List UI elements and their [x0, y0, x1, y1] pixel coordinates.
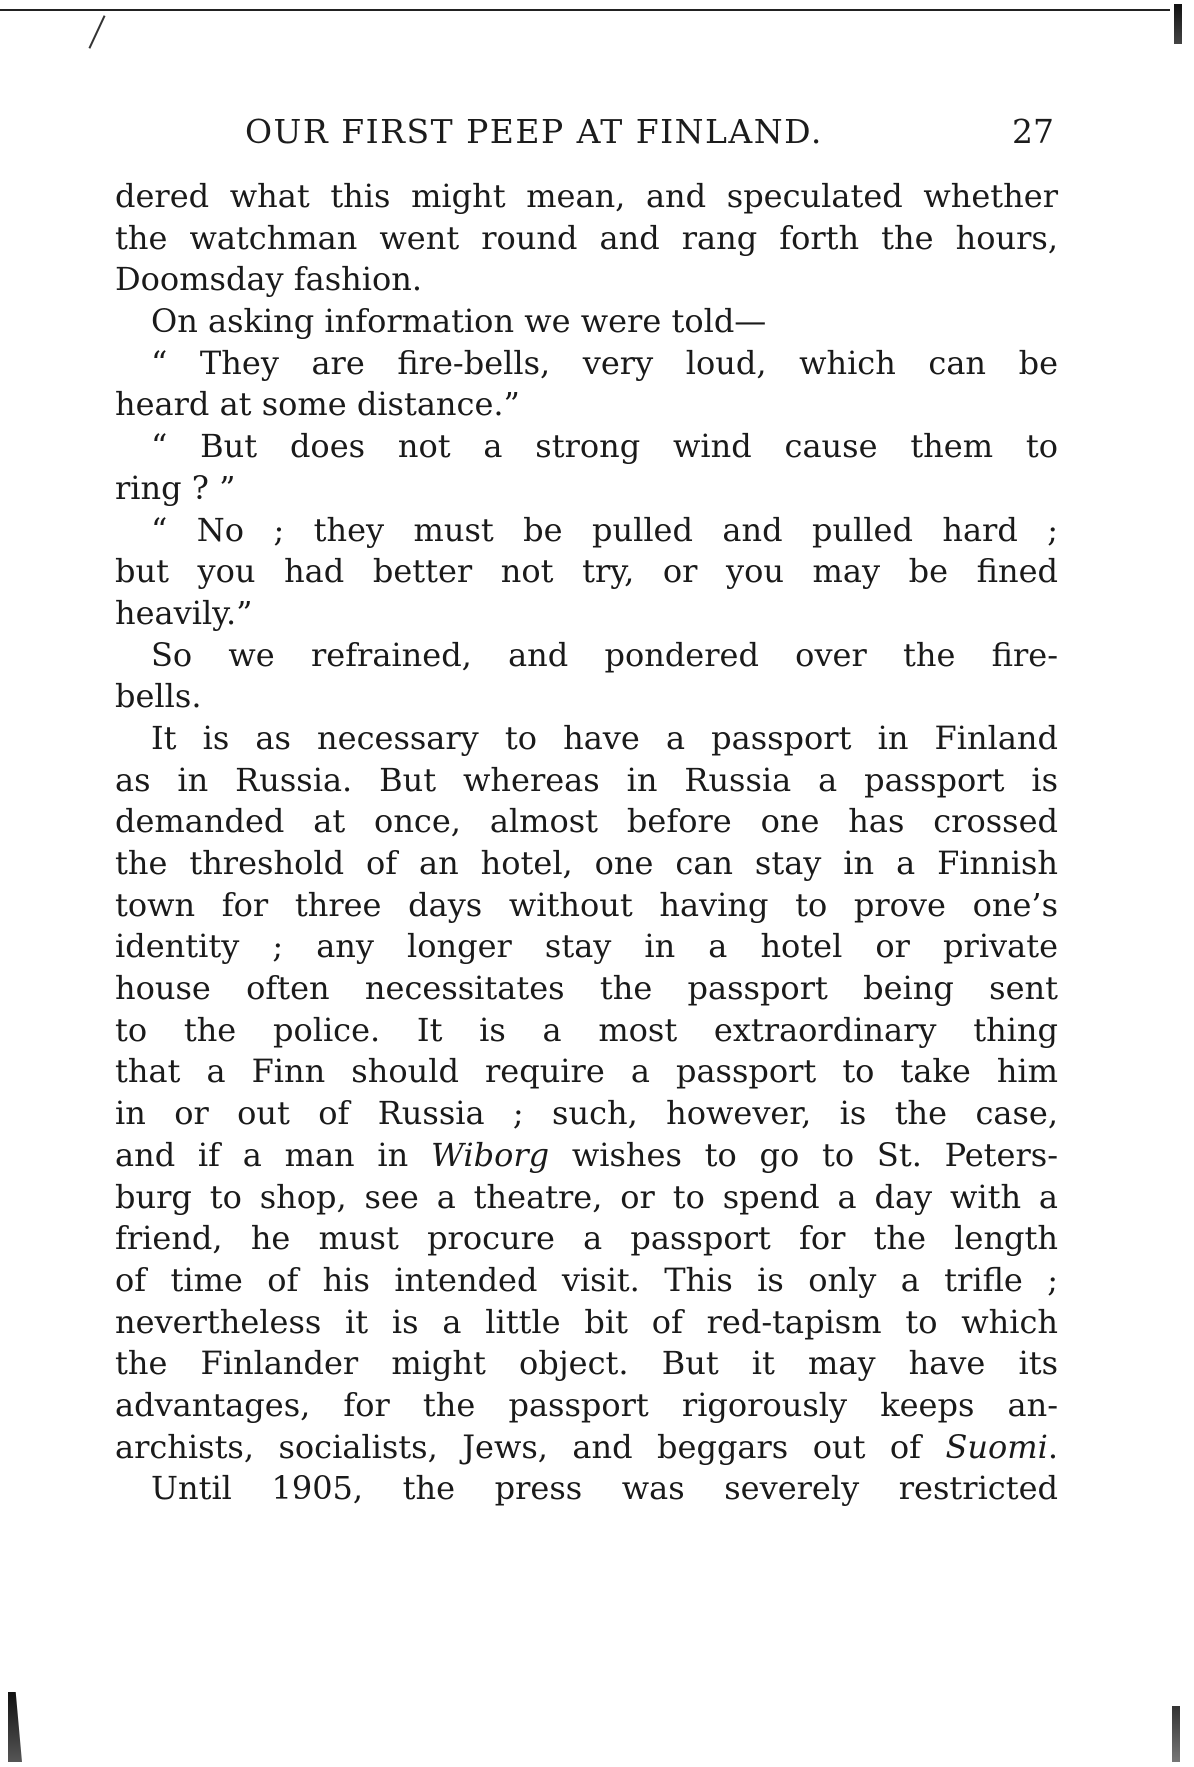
text-line: ring ? ”	[115, 468, 236, 507]
scan-edge-mark-bottom-right	[1172, 1706, 1180, 1762]
text-segment: archists, socialists, Jews, and beggars out of	[115, 1427, 946, 1466]
text-line: heavily.”	[115, 593, 253, 632]
page-number: 27	[1012, 112, 1054, 151]
text-line: Doomsday fashion.	[115, 260, 422, 299]
text-line: burg to shop, see a theatre, or to spend a day with a	[115, 1177, 1058, 1216]
text-line: So we refrained, and pondered over the fire-	[151, 635, 1058, 674]
text-line: but you had better not try, or you may be fined	[115, 552, 1058, 591]
text-line: “ They are fire-bells, very loud, which can be	[151, 343, 1058, 382]
text-line: identity ; any longer stay in a hotel or private	[115, 927, 1058, 966]
text-line: in or out of Russia ; such, however, is the case,	[115, 1094, 1058, 1133]
text-line: It is as necessary to have a passport in Finland	[151, 718, 1058, 757]
text-line: the Finlander might object. But it may have its	[115, 1344, 1058, 1383]
text-line: of time of his intended visit. This is only a trifle ;	[115, 1260, 1058, 1299]
text-line: town for three days without having to prove one’s	[115, 885, 1058, 924]
scan-edge-mark-bottom-left	[8, 1692, 22, 1762]
text-line: the threshold of an hotel, one can stay in a Finnish	[115, 844, 1058, 882]
italic-place-name: Suomi	[945, 1427, 1048, 1466]
top-edge-rule	[0, 9, 1170, 11]
text-line: heard at some distance.”	[115, 385, 520, 424]
text-line: dered what this might mean, and speculated whether	[115, 177, 1058, 215]
text-line: house often necessitates the passport being sent	[115, 969, 1058, 1008]
text-line: “ No ; they must be pulled and pulled hard ;	[151, 510, 1058, 549]
text-segment: .	[1047, 1427, 1058, 1466]
text-line: Until 1905, the press was severely restricted	[151, 1469, 1058, 1508]
text-line: advantages, for the passport rigorously keeps an-	[115, 1385, 1058, 1424]
text-line: as in Russia. But whereas in Russia a passport is	[115, 760, 1058, 799]
text-line: “ But does not a strong wind cause them to	[151, 427, 1058, 466]
text-segment: and if a man in	[115, 1135, 432, 1174]
page-header	[115, 112, 1060, 172]
text-line: friend, he must procure a passport for the length	[115, 1219, 1058, 1258]
text-line: that a Finn should require a passport to take him	[115, 1052, 1058, 1091]
text-segment: wishes to go to St. Peters-	[549, 1135, 1059, 1174]
text-line: to the police. It is a most extraordinary thing	[115, 1010, 1058, 1049]
italic-place-name: Wiborg	[431, 1135, 550, 1174]
text-line: nevertheless it is a little bit of red-tapism to which	[115, 1302, 1058, 1341]
scan-edge-mark-top-right	[1174, 4, 1182, 44]
text-line: the watchman went round and rang forth the hours,	[115, 218, 1058, 257]
running-head: OUR FIRST PEEP AT FINLAND.	[245, 112, 823, 151]
text-line	[115, 1427, 1058, 1469]
pencil-tick-mark	[88, 15, 105, 48]
text-line	[115, 1135, 1058, 1177]
text-line: On asking information we were told—	[151, 302, 767, 341]
text-line: demanded at once, almost before one has crossed	[115, 802, 1058, 841]
body-text	[115, 176, 1058, 1510]
text-line: bells.	[115, 677, 202, 716]
